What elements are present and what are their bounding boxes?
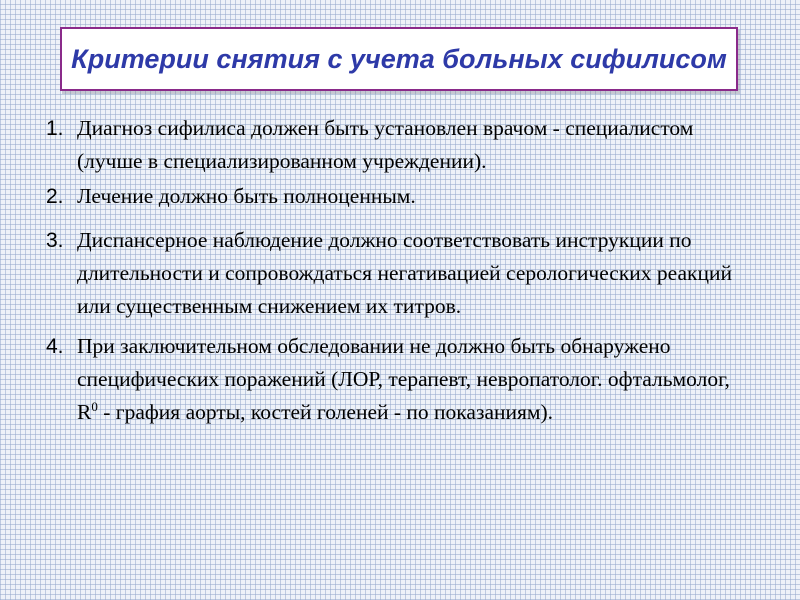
criterion-item <box>46 180 754 213</box>
criterion-text: Диспансерное наблюдение должно соответствовать инструкции по длительности и сопровождаться негативацией серологических реакций или существенным снижением их титров. <box>77 228 732 318</box>
title-box <box>60 27 738 91</box>
criterion-number: 4. <box>46 335 64 358</box>
criterion-text <box>77 330 754 429</box>
criterion-text-part: - графия аорты, костей голеней - по показаниям). <box>97 400 554 424</box>
criterion-text: Лечение должно быть полноценным. <box>77 184 416 208</box>
superscript-zero: 0 <box>91 399 98 414</box>
criteria-list <box>46 112 754 429</box>
criterion-text-part: При заключительном обследовании не должно быть обнаружено специфических поражений (ЛОР, терапевт, невропатолог. офтальмолог, R <box>77 334 730 424</box>
slide-title: Критерии снятия с учета больных сифилисом <box>71 43 727 74</box>
criterion-item <box>46 224 754 323</box>
criterion-number: 1. <box>46 117 64 140</box>
criterion-item <box>46 330 754 429</box>
criterion-number: 3. <box>46 229 64 252</box>
criterion-number: 2. <box>46 185 64 208</box>
criterion-item <box>46 112 754 178</box>
criterion-text: Диагноз сифилиса должен быть установлен врачом - специалистом (лучше в специализированном учреждении). <box>77 116 694 173</box>
